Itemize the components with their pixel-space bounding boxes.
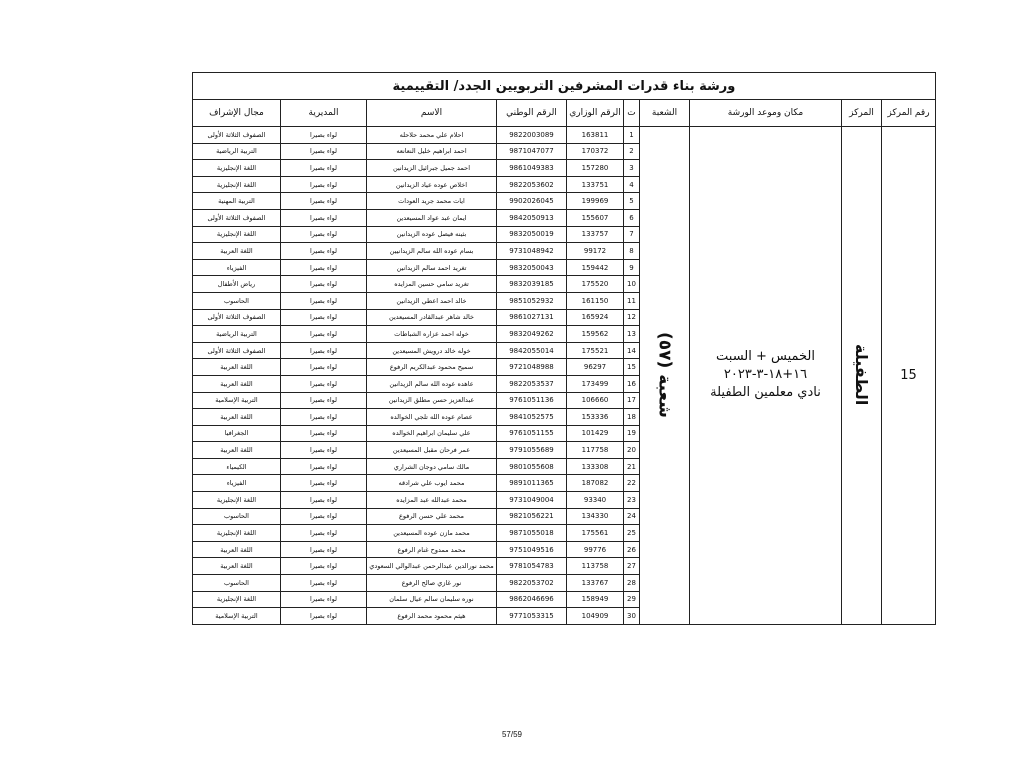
ministry-number-cell: 96297: [567, 359, 624, 376]
field-cell: الجغرافيا: [192, 425, 280, 442]
name-cell: خوله احمد عزاره الشباطات: [367, 326, 497, 343]
ministry-number-cell: 133751: [567, 176, 624, 193]
field-cell: التربية المهنية: [192, 193, 280, 210]
seq-cell: 1: [624, 127, 640, 144]
field-cell: رياض الأطفال: [192, 276, 280, 293]
name-cell: محمد مازن عوده المسيعدين: [367, 525, 497, 542]
directorate-cell: لواء بصيرا: [281, 508, 367, 525]
name-cell: احمد جميل جبرائيل الزيدانين: [367, 160, 497, 177]
branch-label: شعبة (٥٧): [654, 331, 675, 418]
name-cell: تغريد سامي حسين المزايده: [367, 276, 497, 293]
ministry-number-cell: 163811: [567, 127, 624, 144]
directorate-cell: لواء بصيرا: [281, 375, 367, 392]
seq-cell: 18: [624, 409, 640, 426]
center-number: 15: [882, 127, 936, 625]
header-name: الاسم: [367, 100, 497, 127]
header-national-no: الرقم الوطني: [497, 100, 567, 127]
field-cell: اللغة العربية: [192, 541, 280, 558]
ministry-number-cell: 175561: [567, 525, 624, 542]
name-cell: نوره سليمان سالم عيال سلمان: [367, 591, 497, 608]
ministry-number-cell: 106660: [567, 392, 624, 409]
header-center: المركز: [842, 100, 882, 127]
header-branch: الشعبة: [640, 100, 690, 127]
ministry-number-cell: 153336: [567, 409, 624, 426]
name-cell: محمد ممدوح غنام الرفوع: [367, 541, 497, 558]
directorate-cell: لواء بصيرا: [281, 309, 367, 326]
field-cell: الصفوف الثلاثة الأولى: [192, 309, 280, 326]
ministry-number-cell: 187082: [567, 475, 624, 492]
field-cell: التربية الرياضية: [192, 326, 280, 343]
ministry-number-cell: 104909: [567, 608, 624, 625]
national-number-cell: 9822003089: [497, 127, 567, 144]
national-number-cell: 9731049004: [497, 492, 567, 509]
ministry-number-cell: 155607: [567, 209, 624, 226]
header-row: [192, 100, 935, 127]
place-line: ١٦+١٨-٣-٢٠٢٣: [723, 367, 808, 383]
seq-cell: 20: [624, 442, 640, 459]
participants-table: [192, 72, 936, 625]
directorate-cell: لواء بصيرا: [281, 326, 367, 343]
name-cell: محمد ايوب علي شرادقه: [367, 475, 497, 492]
field-cell: اللغة الإنجليزية: [192, 591, 280, 608]
directorate-cell: لواء بصيرا: [281, 409, 367, 426]
national-number-cell: 9832050043: [497, 259, 567, 276]
national-number-cell: 9842050913: [497, 209, 567, 226]
seq-cell: 19: [624, 425, 640, 442]
ministry-number-cell: 117758: [567, 442, 624, 459]
ministry-number-cell: 175520: [567, 276, 624, 293]
field-cell: الحاسوب: [192, 508, 280, 525]
national-number-cell: 9822053602: [497, 176, 567, 193]
field-cell: اللغة الإنجليزية: [192, 492, 280, 509]
field-cell: الفيزياء: [192, 259, 280, 276]
name-cell: عاهده عوده الله سالم الزيدانين: [367, 375, 497, 392]
seq-cell: 4: [624, 176, 640, 193]
name-cell: احمد ابراهيم خليل النعانعه: [367, 143, 497, 160]
national-number-cell: 9861027131: [497, 309, 567, 326]
seq-cell: 6: [624, 209, 640, 226]
national-number-cell: 9771053315: [497, 608, 567, 625]
page-number: 57/59: [501, 730, 523, 739]
national-number-cell: 9761051136: [497, 392, 567, 409]
place-line: نادي معلمين الطفيلة: [710, 385, 821, 401]
national-number-cell: 9832039185: [497, 276, 567, 293]
name-cell: عصام عوده الله تلجي الخوالده: [367, 409, 497, 426]
name-cell: تغريد احمد سالم الزيدانين: [367, 259, 497, 276]
seq-cell: 26: [624, 541, 640, 558]
field-cell: التربية الإسلامية: [192, 608, 280, 625]
directorate-cell: لواء بصيرا: [281, 342, 367, 359]
name-cell: عمر فرحان مقبل المسيعدين: [367, 442, 497, 459]
ministry-number-cell: 158949: [567, 591, 624, 608]
directorate-cell: لواء بصيرا: [281, 127, 367, 144]
national-number-cell: 9822053702: [497, 575, 567, 592]
header-center-no: رقم المركز: [882, 100, 936, 127]
ministry-number-cell: 157280: [567, 160, 624, 177]
ministry-number-cell: 99776: [567, 541, 624, 558]
seq-cell: 8: [624, 243, 640, 260]
directorate-cell: لواء بصيرا: [281, 243, 367, 260]
name-cell: ايمان عبد عواد المسيعدين: [367, 209, 497, 226]
header-directorate: المديرية: [281, 100, 367, 127]
directorate-cell: لواء بصيرا: [281, 541, 367, 558]
national-number-cell: 9832049262: [497, 326, 567, 343]
field-cell: الصفوف الثلاثة الأولى: [192, 342, 280, 359]
ministry-number-cell: 159562: [567, 326, 624, 343]
header-field: مجال الإشراف: [192, 100, 280, 127]
name-cell: محمد نورالدين عبدالرحمن عبدالوالي السعودي: [367, 558, 497, 575]
seq-cell: 29: [624, 591, 640, 608]
national-number-cell: 9841052575: [497, 409, 567, 426]
seq-cell: 16: [624, 375, 640, 392]
national-number-cell: 9861049383: [497, 160, 567, 177]
field-cell: الصفوف الثلاثة الأولى: [192, 127, 280, 144]
name-cell: مالك سامي دوجان الشراري: [367, 458, 497, 475]
ministry-number-cell: 199969: [567, 193, 624, 210]
seq-cell: 5: [624, 193, 640, 210]
seq-cell: 25: [624, 525, 640, 542]
name-cell: محمد علي حسن الرفوع: [367, 508, 497, 525]
ministry-number-cell: 170372: [567, 143, 624, 160]
ministry-number-cell: 133308: [567, 458, 624, 475]
directorate-cell: لواء بصيرا: [281, 425, 367, 442]
name-cell: ايات محمد جريد العودات: [367, 193, 497, 210]
national-number-cell: 9721048988: [497, 359, 567, 376]
field-cell: اللغة الإنجليزية: [192, 160, 280, 177]
national-number-cell: 9871047077: [497, 143, 567, 160]
header-seq: ت: [624, 100, 640, 127]
field-cell: الكيمياء: [192, 458, 280, 475]
name-cell: هيثم محمود محمد الرفوع: [367, 608, 497, 625]
directorate-cell: لواء بصيرا: [281, 475, 367, 492]
name-cell: علي سليمان ابراهيم الخوالده: [367, 425, 497, 442]
ministry-number-cell: 133767: [567, 575, 624, 592]
directorate-cell: لواء بصيرا: [281, 442, 367, 459]
national-number-cell: 9851052932: [497, 292, 567, 309]
national-number-cell: 9902026045: [497, 193, 567, 210]
document-sheet: [207, 72, 936, 621]
seq-cell: 11: [624, 292, 640, 309]
name-cell: نور غازي صالح الرفوع: [367, 575, 497, 592]
directorate-cell: لواء بصيرا: [281, 209, 367, 226]
national-number-cell: 9832050019: [497, 226, 567, 243]
field-cell: اللغة الإنجليزية: [192, 226, 280, 243]
national-number-cell: 9871055018: [497, 525, 567, 542]
directorate-cell: لواء بصيرا: [281, 359, 367, 376]
directorate-cell: لواء بصيرا: [281, 492, 367, 509]
field-cell: الحاسوب: [192, 292, 280, 309]
header-place: مكان وموعد الورشة: [690, 100, 842, 127]
directorate-cell: لواء بصيرا: [281, 458, 367, 475]
place-line: الخميس + السبت: [716, 349, 815, 365]
ministry-number-cell: 165924: [567, 309, 624, 326]
name-cell: بثينه فيصل عوده الزيدانين: [367, 226, 497, 243]
national-number-cell: 9761051155: [497, 425, 567, 442]
directorate-cell: لواء بصيرا: [281, 259, 367, 276]
directorate-cell: لواء بصيرا: [281, 525, 367, 542]
field-cell: اللغة العربية: [192, 375, 280, 392]
national-number-cell: 9822053537: [497, 375, 567, 392]
field-cell: اللغة الإنجليزية: [192, 176, 280, 193]
directorate-cell: لواء بصيرا: [281, 193, 367, 210]
name-cell: خالد احمد اعطي الزيدانين: [367, 292, 497, 309]
center-cell: [842, 127, 882, 625]
table-row: [192, 127, 935, 144]
ministry-number-cell: 173499: [567, 375, 624, 392]
seq-cell: 22: [624, 475, 640, 492]
seq-cell: 30: [624, 608, 640, 625]
seq-cell: 13: [624, 326, 640, 343]
field-cell: التربية الرياضية: [192, 143, 280, 160]
directorate-cell: لواء بصيرا: [281, 292, 367, 309]
document-title: ورشة بناء قدرات المشرفين التربويين الجدد/ التقييمية: [192, 73, 935, 100]
field-cell: اللغة العربية: [192, 442, 280, 459]
seq-cell: 23: [624, 492, 640, 509]
directorate-cell: لواء بصيرا: [281, 276, 367, 293]
workshop-place-date: [690, 127, 842, 625]
directorate-cell: لواء بصيرا: [281, 226, 367, 243]
national-number-cell: 9791055689: [497, 442, 567, 459]
ministry-number-cell: 99172: [567, 243, 624, 260]
directorate-cell: لواء بصيرا: [281, 558, 367, 575]
ministry-number-cell: 113758: [567, 558, 624, 575]
directorate-cell: لواء بصيرا: [281, 608, 367, 625]
national-number-cell: 9751049516: [497, 541, 567, 558]
seq-cell: 27: [624, 558, 640, 575]
national-number-cell: 9821056221: [497, 508, 567, 525]
directorate-cell: لواء بصيرا: [281, 591, 367, 608]
ministry-number-cell: 101429: [567, 425, 624, 442]
name-cell: محمد عبدالله عبد المزايده: [367, 492, 497, 509]
national-number-cell: 9801055608: [497, 458, 567, 475]
national-number-cell: 9731048942: [497, 243, 567, 260]
field-cell: اللغة العربية: [192, 359, 280, 376]
national-number-cell: 9781054783: [497, 558, 567, 575]
field-cell: الفيزياء: [192, 475, 280, 492]
name-cell: عبدالعزيز حسن مطلق الزيدانين: [367, 392, 497, 409]
seq-cell: 17: [624, 392, 640, 409]
directorate-cell: لواء بصيرا: [281, 575, 367, 592]
directorate-cell: لواء بصيرا: [281, 392, 367, 409]
branch-cell: [640, 127, 690, 625]
field-cell: الحاسوب: [192, 575, 280, 592]
seq-cell: 2: [624, 143, 640, 160]
national-number-cell: 9862046696: [497, 591, 567, 608]
national-number-cell: 9842055014: [497, 342, 567, 359]
ministry-number-cell: 161150: [567, 292, 624, 309]
directorate-cell: لواء بصيرا: [281, 176, 367, 193]
ministry-number-cell: 93340: [567, 492, 624, 509]
field-cell: الصفوف الثلاثة الأولى: [192, 209, 280, 226]
seq-cell: 9: [624, 259, 640, 276]
name-cell: خوله خالد درويش المسيعدين: [367, 342, 497, 359]
seq-cell: 15: [624, 359, 640, 376]
field-cell: التربية الإسلامية: [192, 392, 280, 409]
seq-cell: 21: [624, 458, 640, 475]
name-cell: احلام علي محمد حلاحله: [367, 127, 497, 144]
name-cell: خالد شاهر عبدالقادر المسيعدين: [367, 309, 497, 326]
field-cell: اللغة العربية: [192, 558, 280, 575]
field-cell: اللغة العربية: [192, 243, 280, 260]
seq-cell: 10: [624, 276, 640, 293]
seq-cell: 28: [624, 575, 640, 592]
national-number-cell: 9891011365: [497, 475, 567, 492]
name-cell: بسام عوده الله سالم الزيدانيين: [367, 243, 497, 260]
center-name: الطفيلة: [852, 343, 871, 406]
seq-cell: 3: [624, 160, 640, 177]
ministry-number-cell: 133757: [567, 226, 624, 243]
field-cell: اللغة الإنجليزية: [192, 525, 280, 542]
directorate-cell: لواء بصيرا: [281, 160, 367, 177]
seq-cell: 14: [624, 342, 640, 359]
field-cell: اللغة العربية: [192, 409, 280, 426]
header-ministry-no: الرقم الوزاري: [567, 100, 624, 127]
name-cell: اخلاص عوده عياد الزيدانين: [367, 176, 497, 193]
ministry-number-cell: 175521: [567, 342, 624, 359]
seq-cell: 7: [624, 226, 640, 243]
ministry-number-cell: 134330: [567, 508, 624, 525]
name-cell: سميح محمود عبدالكريم الرفوع: [367, 359, 497, 376]
directorate-cell: لواء بصيرا: [281, 143, 367, 160]
ministry-number-cell: 159442: [567, 259, 624, 276]
seq-cell: 12: [624, 309, 640, 326]
seq-cell: 24: [624, 508, 640, 525]
